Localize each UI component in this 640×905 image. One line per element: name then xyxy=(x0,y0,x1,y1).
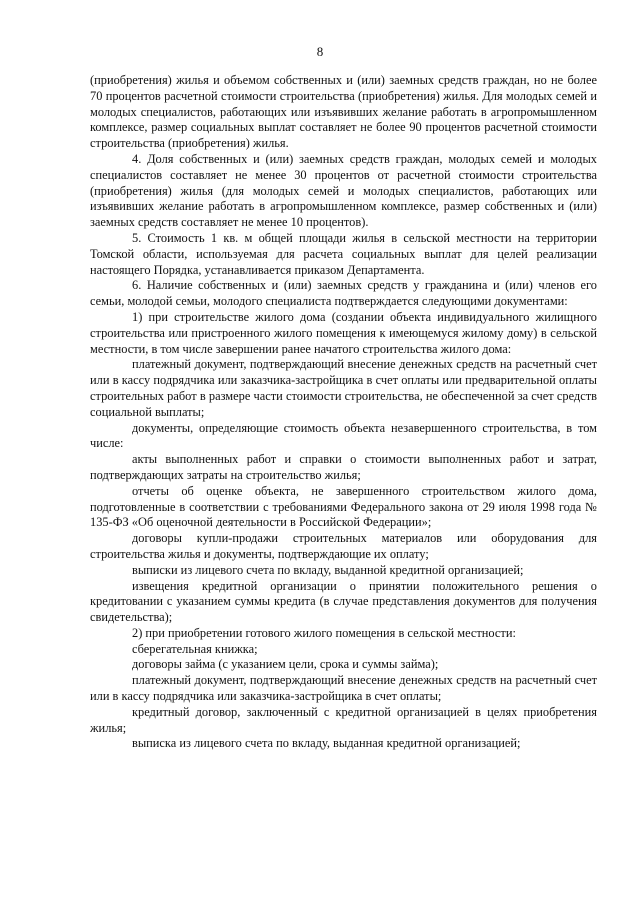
paragraph: отчеты об оценке объекта, не завершенного строительством жилого дома, подготовленные в соответствии с требованиями Федерального закона от 29 июля 1998 года № 135-ФЗ «Об оценочной деятельности в Российской Федерации»; xyxy=(90,483,597,530)
paragraph: платежный документ, подтверждающий внесение денежных средств на расчетный счет или в кассу подрядчика или заказчика-застройщика в счет оплаты; xyxy=(90,673,597,704)
paragraph: сберегательная книжка; xyxy=(132,641,258,656)
document-body xyxy=(90,73,597,752)
paragraph: договоры купли-продажи строительных материалов или оборудования для строительства жилья и документы, подтверждающие их оплату; xyxy=(90,531,597,561)
paragraph: выписки из лицевого счета по вкладу, выданной кредитной организацией; xyxy=(132,562,524,577)
paragraph: извещения кредитной организации о принятии положительного решения о кредитовании с указанием суммы кредита (в случае представления документов для получения свидетельства); xyxy=(90,578,597,625)
paragraph: выписка из лицевого счета по вкладу, выданная кредитной организацией; xyxy=(132,736,521,751)
paragraph: документы, определяющие стоимость объекта незавершенного строительства, в том числе: xyxy=(90,420,597,451)
page-number: 8 xyxy=(316,44,324,59)
paragraph: 4. Доля собственных и (или) заемных средств граждан, молодых семей и молодых специалистов составляет не менее 30 процентов от расчетной стоимости строительства (приобретения) жилья (для молодых семей и молодых специалистов, работающих или изъявивших желание работать в агропромышленном комплексе, размер собственных и (или) заемных средств составляет не менее 10 процентов). xyxy=(90,151,597,230)
paragraph: платежный документ, подтверждающий внесение денежных средств на расчетный счет или в кассу подрядчика или заказчика-застройщика в счет оплаты или предварительной оплаты строительных работ в размере части стоимости строительства, не обеспеченной за счет средств социальной выплаты; xyxy=(90,357,597,419)
paragraph: 5. Стоимость 1 кв. м общей площади жилья в сельской местности на территории Томской области, используемая для расчета социальных выплат для целей реализации настоящего Порядка, устанавливается приказом Департамента. xyxy=(90,230,597,277)
paragraph: договоры займа (с указанием цели, срока и суммы займа); xyxy=(132,657,439,672)
paragraph: акты выполненных работ и справки о стоимости выполненных работ и затрат, подтверждающих затраты на строительство жилья; xyxy=(90,452,597,482)
paragraph: 2) при приобретении готового жилого помещения в сельской местности: xyxy=(132,625,516,640)
paragraph: (приобретения) жилья и объемом собственных и (или) заемных средств граждан, но не более 70 процентов расчетной стоимости строительства (приобретения) жилья. Для молодых семей и молодых специалистов, работающих или изъявивших желание работать в агропромышленном комплексе, размер социальных выплат составляет не более 90 процентов расчетной стоимости строительства (приобретения) жилья. xyxy=(90,73,597,151)
paragraph: 1) при строительстве жилого дома (создании объекта индивидуального жилищного строительства или пристроенного жилого помещения к имеющемуся жилому дому) в сельской местности, в том числе завершении ранее начатого строительства жилого дома: xyxy=(90,309,597,356)
paragraph: 6. Наличие собственных и (или) заемных средств у гражданина и (или) членов его семьи, молодой семьи, молодого специалиста подтверждается следующими документами: xyxy=(90,278,597,309)
paragraph: кредитный договор, заключенный с кредитной организацией в целях приобретения жилья; xyxy=(90,704,597,735)
